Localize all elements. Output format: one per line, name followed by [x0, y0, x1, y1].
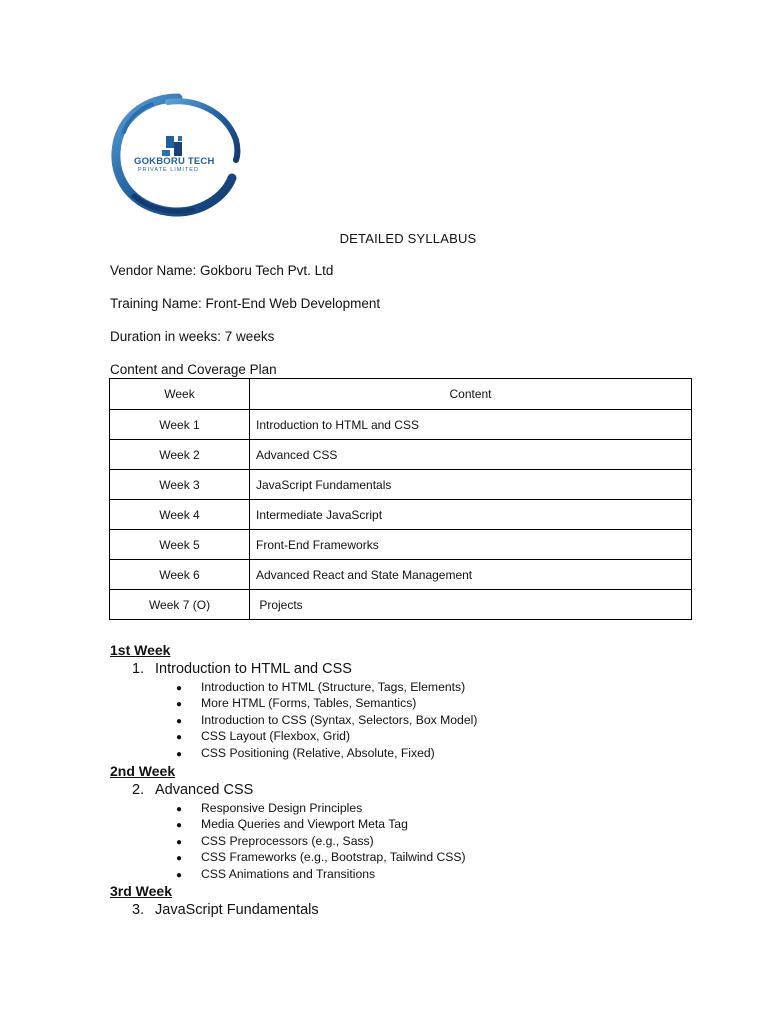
- logo-subtitle: PRIVATE LIMITED: [138, 167, 199, 173]
- bullet-icon: ●: [176, 836, 183, 848]
- content-cell: Advanced React and State Management: [250, 560, 692, 590]
- table-header-row: [110, 379, 692, 410]
- list-item-text: Responsive Design Principles: [201, 801, 363, 815]
- section-heading-week-3: 3rd Week: [110, 883, 172, 899]
- bullet-icon: ●: [176, 748, 183, 760]
- table-row: [110, 470, 692, 500]
- list-item: [176, 712, 477, 728]
- table-row: [110, 500, 692, 530]
- table-row: [110, 560, 692, 590]
- list-item-text: CSS Frameworks (e.g., Bootstrap, Tailwind CSS): [201, 850, 466, 865]
- bullet-icon: ●: [176, 853, 183, 865]
- week-cell: Week 3: [110, 470, 250, 500]
- table-row: [110, 590, 692, 620]
- bullet-icon: ●: [176, 699, 183, 711]
- coverage-plan-table: [109, 378, 692, 620]
- week-cell: Week 1: [110, 410, 250, 440]
- table-row: [110, 530, 692, 560]
- topic-title: JavaScript Fundamentals: [155, 902, 319, 918]
- section-heading-week-2: 2nd Week: [110, 763, 176, 779]
- table-row: [110, 410, 692, 440]
- week-cell: Week 6: [110, 560, 250, 590]
- bullet-icon: ●: [176, 804, 183, 815]
- section-topic-week-2: [132, 782, 253, 798]
- table-row: [110, 440, 692, 470]
- list-item-text: Media Queries and Viewport Meta Tag: [201, 817, 408, 832]
- list-item: [176, 866, 466, 882]
- list-item-text: CSS Preprocessors (e.g., Sass): [201, 833, 374, 848]
- section-heading-week-1: 1st Week: [110, 642, 171, 658]
- topic-title: Advanced CSS: [155, 782, 254, 798]
- plan-label: Content and Coverage Plan: [110, 362, 277, 377]
- vendor-name: Vendor Name: Gokboru Tech Pvt. Ltd: [110, 263, 334, 278]
- week-cell: Week 5: [110, 530, 250, 560]
- content-cell: Projects: [250, 590, 692, 620]
- list-item-text: CSS Animations and Transitions: [201, 866, 376, 881]
- bullet-icon: ●: [176, 732, 183, 744]
- list-item: [176, 816, 466, 832]
- list-item: [176, 728, 477, 744]
- content-cell: Intermediate JavaScript: [250, 500, 692, 530]
- topic-number: 3.: [132, 902, 145, 918]
- topic-list-week-1: [176, 679, 477, 761]
- list-item: [176, 833, 466, 849]
- list-item-text: CSS Layout (Flexbox, Grid): [201, 729, 351, 744]
- list-item-text: Introduction to HTML (Structure, Tags, Elements): [201, 680, 466, 694]
- week-cell: Week 4: [110, 500, 250, 530]
- company-logo: [108, 92, 242, 220]
- content-cell: Advanced CSS: [250, 440, 692, 470]
- list-item: [176, 800, 466, 816]
- topic-title: Introduction to HTML and CSS: [155, 661, 352, 677]
- content-cell: JavaScript Fundamentals: [250, 470, 692, 500]
- topic-number: 1.: [132, 661, 145, 677]
- duration: Duration in weeks: 7 weeks: [110, 329, 275, 344]
- list-item: [176, 745, 477, 761]
- list-item: [176, 849, 466, 865]
- week-cell: Week 7 (O): [110, 590, 250, 620]
- list-item-text: More HTML (Forms, Tables, Semantics): [201, 696, 417, 711]
- section-topic-week-1: [132, 661, 352, 677]
- topic-list-week-2: [176, 800, 466, 882]
- training-name: Training Name: Front-End Web Development: [110, 296, 381, 311]
- list-item-text: Introduction to CSS (Syntax, Selectors, Box Model): [201, 712, 478, 727]
- list-item: [176, 679, 477, 695]
- logo-name: GOKBORU TECH: [134, 156, 215, 167]
- week-cell: Week 2: [110, 440, 250, 470]
- content-cell: Front-End Frameworks: [250, 530, 692, 560]
- header-content: Content: [250, 379, 692, 410]
- bullet-icon: ●: [176, 715, 183, 727]
- document-title: DETAILED SYLLABUS: [339, 231, 477, 246]
- section-topic-week-3: [132, 902, 319, 918]
- bullet-icon: ●: [176, 869, 183, 881]
- header-week: Week: [110, 379, 250, 410]
- list-item-text: CSS Positioning (Relative, Absolute, Fixed): [201, 745, 435, 760]
- list-item: [176, 695, 477, 711]
- content-cell: Introduction to HTML and CSS: [250, 410, 692, 440]
- bullet-icon: ●: [176, 683, 183, 694]
- topic-number: 2.: [132, 782, 145, 798]
- bullet-icon: ●: [176, 820, 183, 832]
